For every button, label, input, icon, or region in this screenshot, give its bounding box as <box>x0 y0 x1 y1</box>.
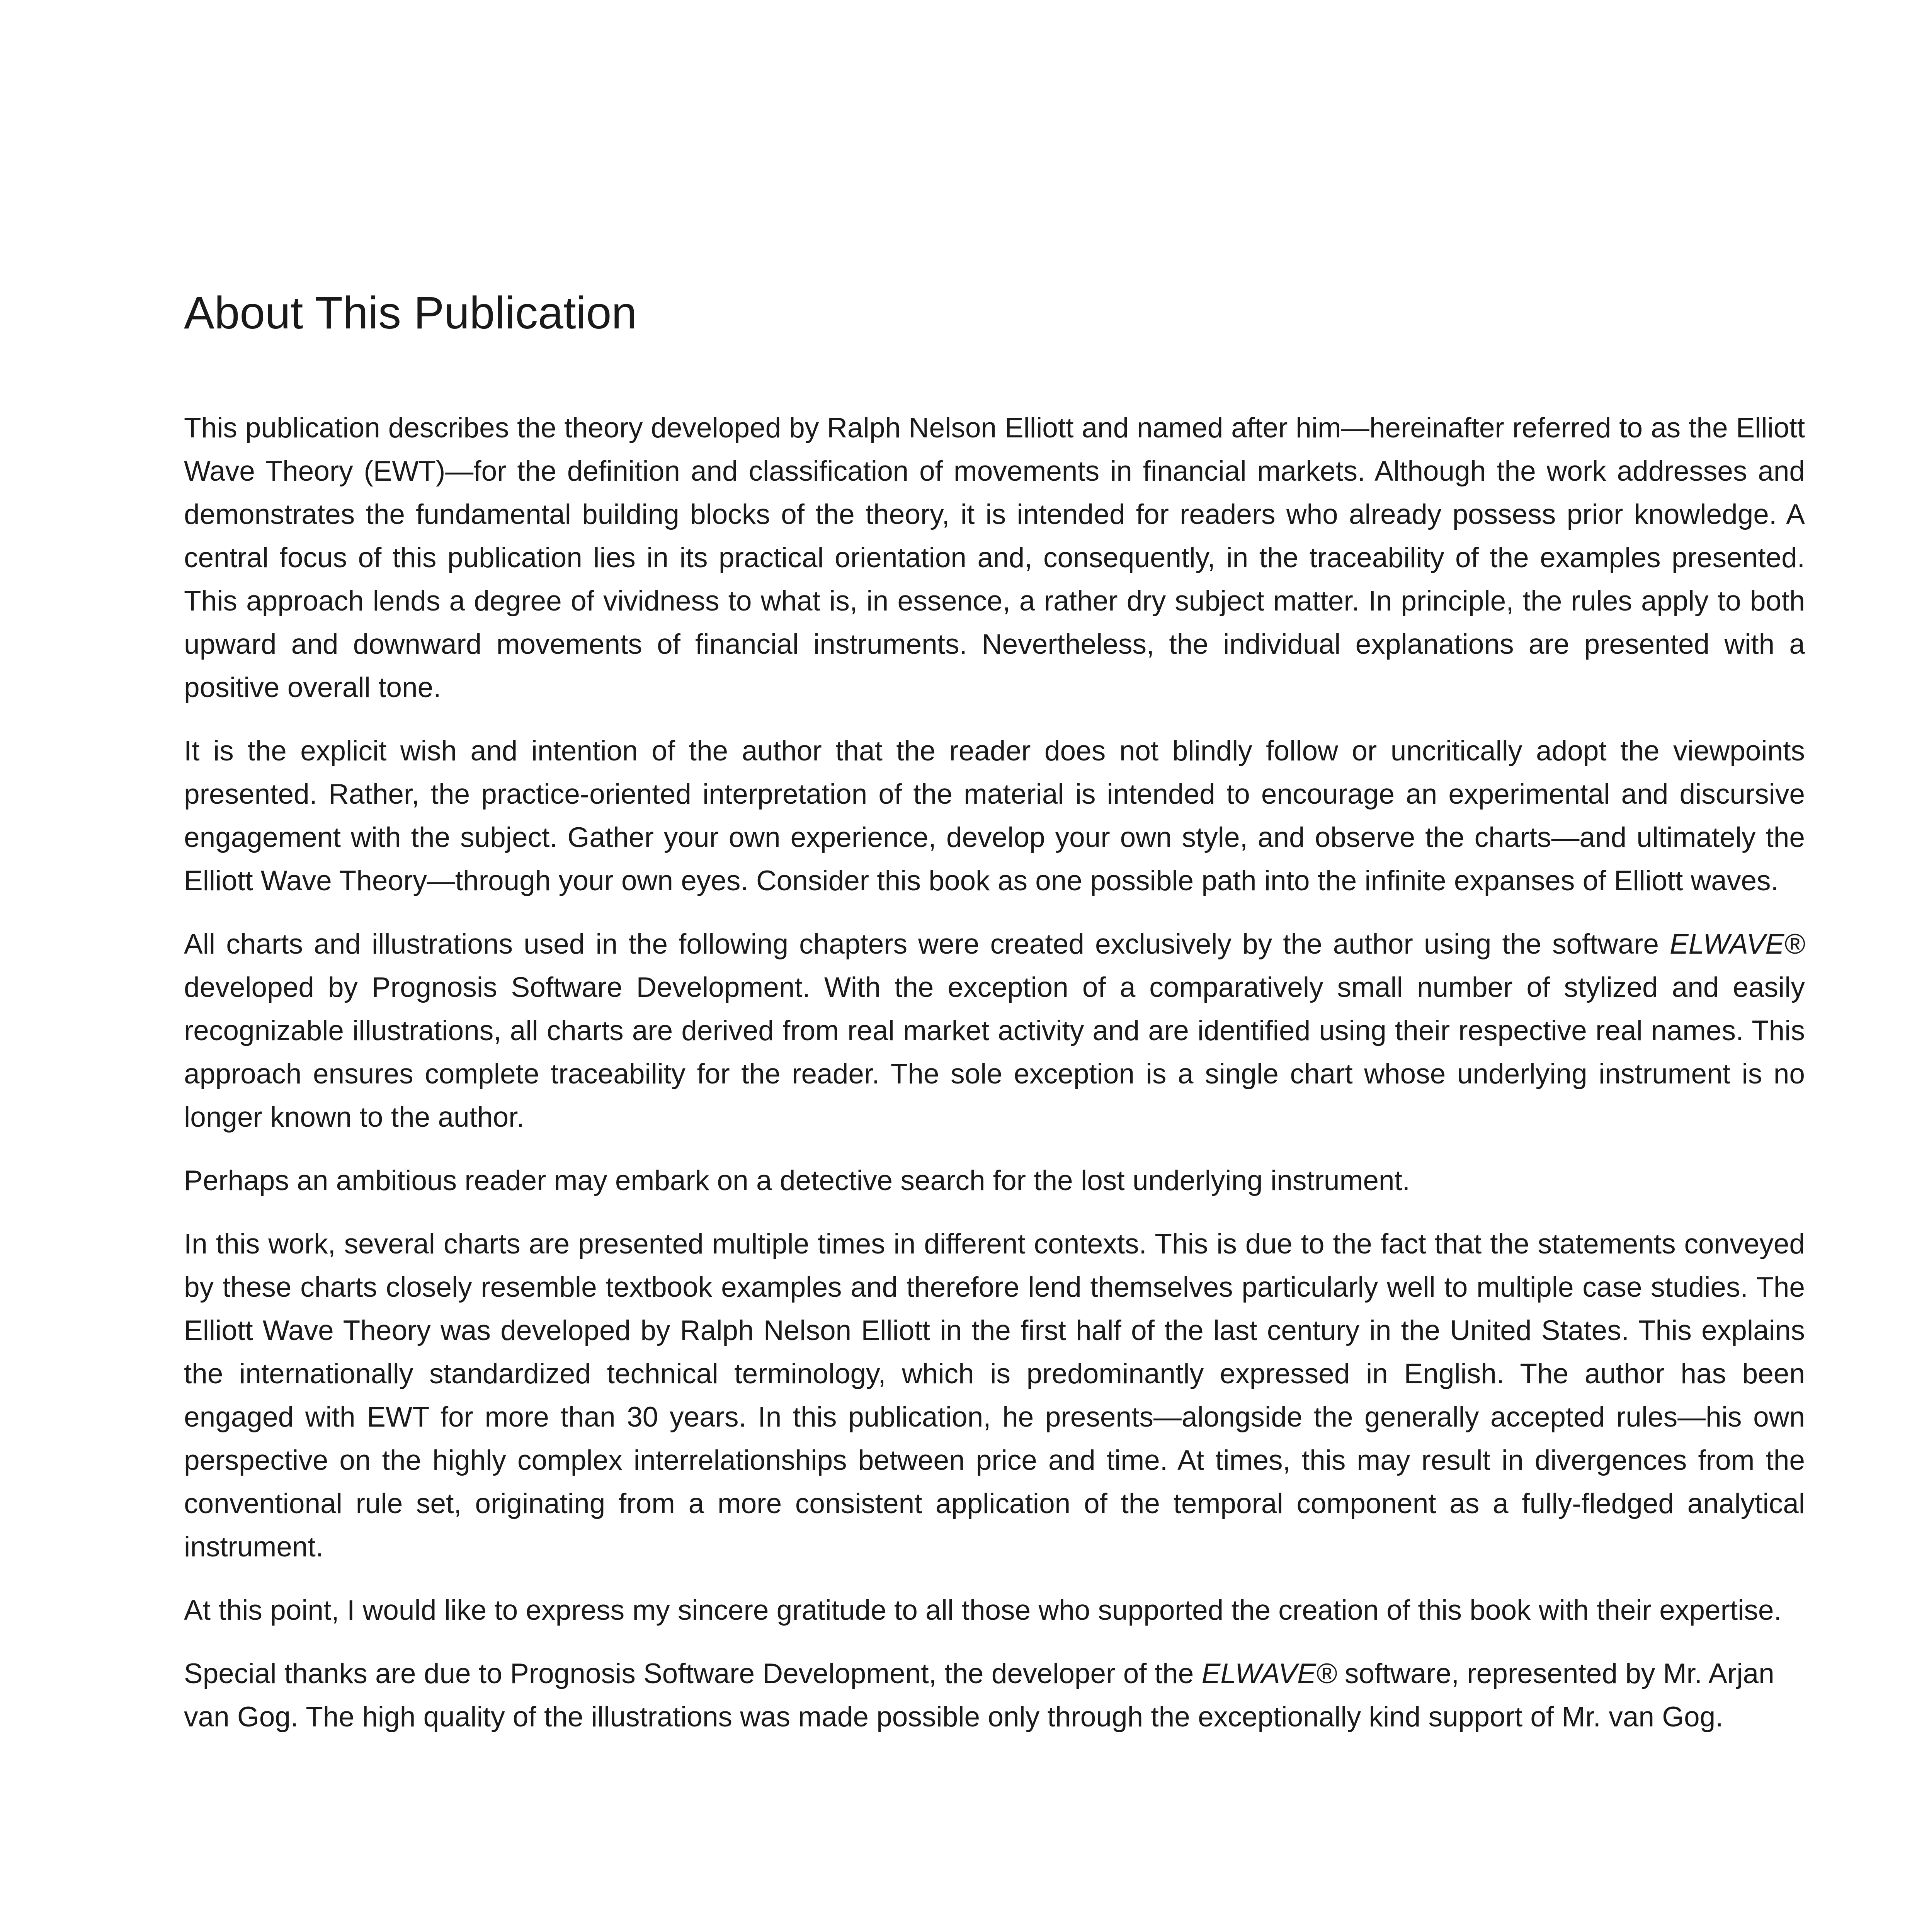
paragraph-detective-search: Perhaps an ambitious reader may embark on a detective search for the lost underlying instrument. <box>184 1165 1410 1196</box>
page-title: About This Publication <box>184 287 637 338</box>
paragraph-gratitude: At this point, I would like to express my sincere gratitude to all those who supported the creation of this book with their expertise. <box>184 1594 1782 1626</box>
product-name: ELWAVE® <box>1201 1658 1337 1689</box>
page-content <box>184 286 1805 1759</box>
paragraph-text: All charts and illustrations used in the following chapters were created exclusively by the author using the software <box>184 928 1670 960</box>
paragraph-charts-source <box>184 923 1805 1139</box>
paragraph-history: In this work, several charts are presented multiple times in different contexts. This is due to the fact that the statements conveyed by these charts closely resemble textbook examples and therefore lend themselves particularly well to multiple case studies. The Elliott Wave Theory was developed by Ralph Nelson Elliott in the first half of the last century in the United States. This explains the internationally standardized technical terminology, which is predominantly expressed in English. The author has been engaged with EWT for more than 30 years. In this publication, he presents—alongside the generally accepted rules—his own perspective on the highly complex interrelationships between price and time. At times, this may result in divergences from the conventional rule set, originating from a more consistent application of the temporal component as a fully-fledged analytical instrument. <box>184 1228 1805 1563</box>
product-name: ELWAVE® <box>1670 928 1805 960</box>
paragraph-author-intention: It is the explicit wish and intention of the author that the reader does not blindly follow or uncritically adopt the viewpoints presented. Rather, the practice-oriented interpretation of the material is intended to encourage an experimental and discursive engagement with the subject. Gather your own experience, develop your own style, and observe the charts—and ultimately the Elliott Wave Theory—through your own eyes. Consider this book as one possible path into the infinite expanses of Elliott waves. <box>184 735 1805 896</box>
paragraph-text: Special thanks are due to Prognosis Software Development, the developer of the <box>184 1658 1202 1689</box>
paragraph-special-thanks <box>184 1652 1805 1739</box>
paragraph-text: developed by Prognosis Software Development. With the exception of a comparatively small number of stylized and easily recognizable illustrations, all charts are derived from real market activity and are identified using their respective real names. This approach ensures complete traceability for the reader. The sole exception is a single chart whose underlying instrument is no longer known to the author. <box>184 971 1805 1133</box>
paragraph-text: software, represented by Mr. Arjan van Gog. The high quality of the illustrations was made possible only through the exceptionally kind support of Mr. van Gog. <box>184 1658 1774 1733</box>
paragraph-introduction: This publication describes the theory developed by Ralph Nelson Elliott and named after him—hereinafter referred to as the Elliott Wave Theory (EWT)—for the definition and classification of movements in financial markets. Although the work addresses and demonstrates the fundamental building blocks of the theory, it is intended for readers who already possess prior knowledge. A central focus of this publication lies in its practical orientation and, consequently, in the traceability of the examples presented. This approach lends a degree of vividness to what is, in essence, a rather dry subject matter. In principle, the rules apply to both upward and downward movements of financial instruments. Nevertheless, the individual explanations are presented with a positive overall tone. <box>184 412 1805 703</box>
